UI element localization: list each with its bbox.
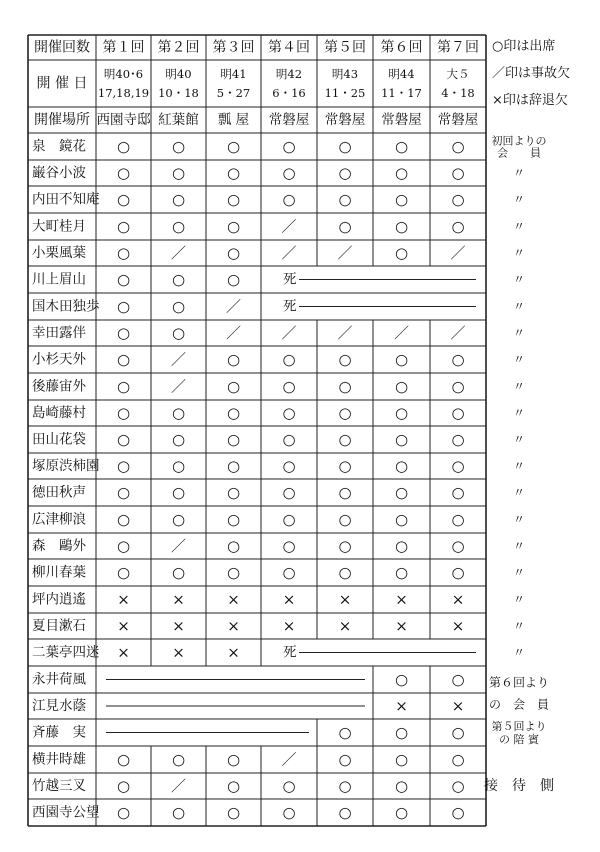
attendance-mark: ○ bbox=[282, 777, 296, 795]
attendance-mark: × bbox=[117, 617, 130, 635]
member-name: 塚原渋柿園 bbox=[32, 458, 100, 474]
attendance-mark: ○ bbox=[282, 483, 296, 502]
attendance-mark: ○ bbox=[394, 137, 409, 156]
attendance-mark: ○ bbox=[451, 777, 465, 795]
member-name: 幸田露伴 bbox=[32, 325, 86, 341]
member-name: 国木田独歩 bbox=[32, 298, 100, 315]
meeting-place: 常磐屋 bbox=[381, 112, 422, 128]
attendance-mark: ○ bbox=[394, 563, 409, 582]
attendance-mark: ／ bbox=[337, 244, 353, 262]
meeting-place: 常磐屋 bbox=[437, 112, 479, 128]
attendance-mark: ○ bbox=[226, 270, 241, 289]
ditto-mark: 〃 bbox=[512, 592, 526, 607]
member-name: 広津柳浪 bbox=[32, 511, 86, 528]
attendance-mark: ○ bbox=[226, 217, 241, 236]
attendance-mark: ○ bbox=[116, 404, 131, 422]
attendance-mark: × bbox=[395, 697, 408, 715]
attendance-mark: ／ bbox=[225, 324, 242, 342]
attendance-mark: ○ bbox=[171, 137, 186, 156]
ditto-mark: 〃 bbox=[512, 459, 526, 473]
attendance-mark: ○ bbox=[116, 244, 131, 262]
attendance-mark: ○ bbox=[226, 803, 241, 822]
ditto-mark: 〃 bbox=[512, 192, 526, 207]
attendance-mark: ／ bbox=[170, 777, 187, 795]
group-note-hosts: 接 待 側 bbox=[484, 778, 554, 794]
attendance-mark: ○ bbox=[282, 404, 296, 422]
attendance-mark: ○ bbox=[338, 803, 352, 822]
attendance-mark: ○ bbox=[282, 377, 296, 396]
attendance-mark: ○ bbox=[394, 510, 409, 529]
attendance-mark: × bbox=[282, 617, 296, 635]
attendance-mark: ○ bbox=[171, 750, 186, 769]
attendance-mark: ○ bbox=[282, 563, 296, 582]
attendance-mark: × bbox=[227, 643, 240, 662]
meeting-date-day: 5・27 bbox=[216, 86, 251, 100]
legend-declined: ×印は辞退欠 bbox=[492, 93, 568, 108]
meeting-place: 常磐屋 bbox=[324, 112, 366, 128]
attendance-mark: ／ bbox=[281, 324, 297, 342]
attendance-mark: ○ bbox=[282, 803, 296, 822]
attendance-mark: ○ bbox=[282, 457, 296, 475]
attendance-mark: ○ bbox=[116, 803, 131, 822]
attendance-mark: × bbox=[451, 697, 465, 715]
death-mark: 死 bbox=[283, 644, 297, 661]
member-name: 横井時雄 bbox=[32, 751, 86, 768]
attendance-mark: × bbox=[451, 617, 465, 635]
attendance-mark: ○ bbox=[451, 803, 465, 822]
attendance-mark: ○ bbox=[282, 190, 296, 209]
member-name: 内田不知庵 bbox=[32, 191, 100, 208]
attendance-mark: ／ bbox=[170, 537, 187, 555]
attendance-mark: ○ bbox=[116, 190, 131, 209]
attendance-mark: × bbox=[117, 643, 130, 662]
member-name: 斉藤 実 bbox=[32, 724, 86, 741]
attendance-mark: × bbox=[172, 590, 185, 609]
attendance-mark: ○ bbox=[116, 777, 131, 795]
attendance-mark: ○ bbox=[394, 750, 409, 769]
ditto-mark: 〃 bbox=[512, 219, 526, 234]
attendance-mark: ○ bbox=[451, 217, 465, 236]
attendance-mark: ○ bbox=[171, 430, 186, 449]
attendance-mark: ○ bbox=[451, 537, 465, 555]
attendance-mark: × bbox=[227, 590, 240, 609]
attendance-mark: ○ bbox=[116, 297, 131, 316]
attendance-mark: ○ bbox=[394, 350, 409, 369]
attendance-mark: ○ bbox=[116, 270, 131, 289]
attendance-mark: ○ bbox=[282, 164, 296, 182]
attendance-mark: ○ bbox=[282, 430, 296, 449]
attendance-mark: ／ bbox=[450, 324, 466, 342]
attendance-mark: ○ bbox=[226, 164, 241, 182]
attendance-mark: ○ bbox=[171, 563, 186, 582]
member-name: 泉 鏡花 bbox=[32, 138, 86, 155]
attendance-mark: ○ bbox=[338, 750, 352, 769]
attendance-mark: ○ bbox=[171, 510, 186, 529]
attendance-mark: ○ bbox=[338, 430, 352, 449]
death-mark: 死 bbox=[283, 298, 297, 315]
attendance-mark: ○ bbox=[451, 457, 465, 475]
attendance-mark: ○ bbox=[226, 404, 241, 422]
attendance-mark: ○ bbox=[116, 483, 131, 502]
attendance-mark: ○ bbox=[226, 563, 241, 582]
attendance-mark: ○ bbox=[394, 723, 409, 742]
attendance-mark: ○ bbox=[394, 190, 409, 209]
attendance-mark: ○ bbox=[226, 510, 241, 529]
attendance-mark: ○ bbox=[394, 670, 409, 689]
attendance-mark: ○ bbox=[394, 537, 409, 555]
attendance-mark: ○ bbox=[451, 670, 465, 689]
attendance-mark: ○ bbox=[451, 563, 465, 582]
attendance-mark: ○ bbox=[394, 404, 409, 422]
member-name: 森 鷗外 bbox=[32, 538, 86, 554]
attendance-mark: × bbox=[338, 590, 352, 609]
meeting-date-era: 明41 bbox=[220, 67, 247, 81]
meeting-date-day: 17,18,19 bbox=[97, 86, 150, 100]
attendance-mark: ○ bbox=[116, 324, 131, 342]
attendance-mark: ○ bbox=[171, 217, 186, 236]
meeting-number: 第１回 bbox=[102, 39, 145, 56]
member-name: 川上眉山 bbox=[32, 271, 86, 288]
attendance-mark: ○ bbox=[226, 244, 241, 262]
ditto-mark: 〃 bbox=[512, 272, 526, 287]
meeting-number: 第４回 bbox=[268, 39, 310, 56]
attendance-mark: ○ bbox=[116, 350, 131, 369]
ditto-mark: 〃 bbox=[512, 512, 526, 527]
meeting-place: 瓢 屋 bbox=[217, 112, 250, 128]
legend-absent-accident: ／印は事故欠 bbox=[492, 66, 571, 81]
member-name: 後藤宙外 bbox=[32, 378, 86, 395]
attendance-mark: ○ bbox=[116, 377, 131, 396]
member-name: 徳田秋声 bbox=[32, 484, 86, 501]
attendance-mark: ○ bbox=[116, 457, 131, 475]
attendance-mark: ／ bbox=[170, 350, 187, 369]
attendance-mark: ○ bbox=[451, 404, 465, 422]
member-name: 田山花袋 bbox=[32, 431, 86, 448]
attendance-mark: ／ bbox=[337, 324, 353, 342]
attendance-mark: ○ bbox=[171, 404, 186, 422]
ditto-mark: 〃 bbox=[512, 619, 526, 633]
attendance-mark: ○ bbox=[394, 244, 409, 262]
attendance-mark: ○ bbox=[171, 803, 186, 822]
attendance-mark: ○ bbox=[338, 137, 352, 156]
member-name: 小杉天外 bbox=[32, 351, 86, 368]
group-note-line: 第６回より bbox=[488, 675, 550, 690]
member-name: 島崎藤村 bbox=[32, 405, 86, 421]
meeting-date-day: 6・16 bbox=[272, 86, 306, 100]
attendance-mark: ○ bbox=[116, 563, 131, 582]
attendance-mark: ○ bbox=[338, 510, 352, 529]
attendance-mark: ○ bbox=[338, 377, 352, 396]
ditto-mark: 〃 bbox=[512, 379, 526, 394]
meeting-date-day: 11・17 bbox=[381, 86, 422, 100]
attendance-mark: ○ bbox=[394, 457, 409, 475]
attendance-mark: ○ bbox=[338, 350, 352, 369]
attendance-mark: ○ bbox=[226, 457, 241, 475]
meeting-place: 常磐屋 bbox=[268, 112, 310, 128]
attendance-mark: ○ bbox=[451, 483, 465, 502]
attendance-mark: × bbox=[172, 643, 185, 662]
attendance-mark: ○ bbox=[171, 483, 186, 502]
attendance-mark: ○ bbox=[116, 430, 131, 449]
attendance-mark: ○ bbox=[338, 217, 352, 236]
ditto-mark: 〃 bbox=[512, 565, 526, 580]
death-mark: 死 bbox=[283, 271, 297, 288]
attendance-mark: ○ bbox=[226, 537, 241, 555]
member-name: 二葉亭四迷 bbox=[32, 644, 100, 661]
attendance-mark: ○ bbox=[338, 723, 352, 742]
attendance-mark: × bbox=[172, 617, 185, 635]
meeting-number: 第２回 bbox=[157, 39, 200, 56]
attendance-mark: ○ bbox=[116, 750, 131, 769]
attendance-mark: ○ bbox=[171, 190, 186, 209]
member-name: 西園寺公望 bbox=[32, 804, 100, 821]
meeting-date-day: 4・18 bbox=[441, 86, 475, 100]
ditto-mark: 〃 bbox=[512, 485, 526, 500]
meeting-date-day: 10・18 bbox=[158, 86, 199, 100]
attendance-mark: ○ bbox=[338, 483, 352, 502]
member-name: 永井荷風 bbox=[32, 671, 86, 688]
attendance-mark: × bbox=[117, 590, 130, 609]
legend-attend: ○印は出席 bbox=[492, 39, 556, 54]
group-note-line: の 陪 賓 bbox=[499, 733, 539, 746]
attendance-mark: ○ bbox=[338, 563, 352, 582]
attendance-mark: ○ bbox=[338, 537, 352, 555]
attendance-mark: ／ bbox=[225, 297, 242, 316]
meeting-number: 第７回 bbox=[437, 39, 479, 56]
meeting-date-era: 明43 bbox=[331, 67, 359, 81]
member-note-line: 会 員 bbox=[497, 146, 541, 160]
group-note-line: の 会 員 bbox=[488, 697, 550, 712]
member-name: 巌谷小波 bbox=[32, 165, 86, 181]
member-name: 江見水蔭 bbox=[32, 698, 86, 714]
header-dates-label: 開 催 日 bbox=[36, 75, 88, 92]
ditto-mark: 〃 bbox=[512, 166, 526, 180]
attendance-mark: × bbox=[227, 617, 240, 635]
attendance-mark: ○ bbox=[394, 430, 409, 449]
attendance-mark: × bbox=[451, 590, 465, 609]
attendance-mark: ○ bbox=[451, 137, 465, 156]
meeting-number: 第６回 bbox=[380, 39, 423, 56]
member-note-line: 初回よりの bbox=[491, 134, 547, 148]
attendance-mark: ○ bbox=[394, 164, 409, 182]
attendance-mark: ○ bbox=[451, 164, 465, 182]
attendance-mark: ○ bbox=[116, 164, 131, 182]
attendance-mark: ／ bbox=[281, 217, 297, 236]
ditto-mark: 〃 bbox=[512, 326, 526, 340]
attendance-mark: ○ bbox=[338, 190, 352, 209]
attendance-mark: ／ bbox=[281, 750, 297, 769]
attendance-mark: ○ bbox=[394, 803, 409, 822]
attendance-mark: × bbox=[395, 617, 408, 635]
attendance-mark: ○ bbox=[338, 404, 352, 422]
attendance-mark: ○ bbox=[338, 777, 352, 795]
attendance-mark: ○ bbox=[282, 137, 296, 156]
meeting-number: 第３回 bbox=[212, 39, 255, 56]
attendance-mark: ○ bbox=[394, 483, 409, 502]
member-name: 柳川春葉 bbox=[32, 564, 86, 581]
attendance-mark: ○ bbox=[226, 137, 241, 156]
attendance-mark: ○ bbox=[451, 510, 465, 529]
header-places-label: 開催場所 bbox=[34, 112, 90, 128]
attendance-mark: × bbox=[395, 590, 408, 609]
attendance-mark: ○ bbox=[171, 164, 186, 182]
attendance-mark: ○ bbox=[226, 377, 241, 396]
ditto-mark: 〃 bbox=[512, 432, 526, 447]
attendance-mark: ○ bbox=[451, 723, 465, 742]
attendance-mark: ○ bbox=[226, 483, 241, 502]
attendance-mark: ○ bbox=[226, 777, 241, 795]
attendance-mark: ○ bbox=[394, 217, 409, 236]
attendance-mark: ○ bbox=[282, 510, 296, 529]
attendance-mark: ○ bbox=[338, 164, 352, 182]
attendance-mark: ○ bbox=[171, 457, 186, 475]
attendance-mark: ○ bbox=[451, 190, 465, 209]
meeting-place: 紅葉館 bbox=[158, 112, 199, 128]
attendance-mark: ○ bbox=[451, 430, 465, 449]
ditto-mark: 〃 bbox=[512, 246, 526, 260]
attendance-mark: ○ bbox=[282, 537, 296, 555]
attendance-mark: ○ bbox=[226, 750, 241, 769]
attendance-mark: ○ bbox=[171, 324, 186, 342]
attendance-mark: ○ bbox=[171, 297, 186, 316]
meeting-place: 西園寺邸 bbox=[96, 112, 151, 128]
attendance-mark: ○ bbox=[116, 510, 131, 529]
ditto-mark: 〃 bbox=[512, 406, 526, 420]
attendance-mark: × bbox=[338, 617, 352, 635]
attendance-mark: ○ bbox=[338, 457, 352, 475]
attendance-mark: × bbox=[282, 590, 296, 609]
attendance-mark: ○ bbox=[451, 750, 465, 769]
meeting-date-day: 11・25 bbox=[324, 86, 366, 100]
member-name: 大町桂月 bbox=[32, 218, 86, 235]
member-name: 竹越三叉 bbox=[32, 778, 86, 794]
attendance-mark: ○ bbox=[394, 377, 409, 396]
meeting-date-era: 明40･6 bbox=[103, 67, 144, 81]
member-name: 夏目漱石 bbox=[32, 618, 86, 634]
attendance-mark: ○ bbox=[451, 350, 465, 369]
ditto-mark: 〃 bbox=[512, 352, 526, 367]
ditto-mark: 〃 bbox=[512, 539, 526, 553]
attendance-mark: ○ bbox=[226, 430, 241, 449]
meeting-date-era: 大５ bbox=[446, 67, 470, 81]
attendance-mark: ／ bbox=[281, 244, 297, 262]
meeting-number: 第５回 bbox=[324, 39, 366, 56]
attendance-mark: ○ bbox=[171, 270, 186, 289]
attendance-mark: ○ bbox=[282, 350, 296, 369]
attendance-mark: ○ bbox=[451, 377, 465, 396]
attendance-mark: ○ bbox=[226, 350, 241, 369]
ditto-mark: 〃 bbox=[512, 645, 526, 660]
attendance-mark: ／ bbox=[170, 244, 187, 262]
ditto-mark: 〃 bbox=[512, 299, 526, 314]
member-name: 小栗風葉 bbox=[32, 245, 86, 261]
group-note-line: 第５回より bbox=[491, 720, 547, 733]
attendance-mark: ／ bbox=[450, 244, 466, 262]
attendance-mark: ／ bbox=[393, 324, 410, 342]
attendance-mark: ○ bbox=[116, 217, 131, 236]
meeting-date-era: 明40 bbox=[165, 67, 192, 81]
header-meetings-label: 開催回数 bbox=[34, 39, 90, 56]
attendance-mark: ／ bbox=[170, 377, 187, 396]
attendance-mark: ○ bbox=[116, 137, 131, 156]
meeting-date-era: 明42 bbox=[275, 67, 303, 81]
attendance-mark: ○ bbox=[116, 537, 131, 555]
attendance-mark: ○ bbox=[394, 777, 409, 795]
meeting-date-era: 明44 bbox=[388, 67, 415, 81]
attendance-mark: ○ bbox=[226, 190, 241, 209]
member-name: 坪内逍遙 bbox=[32, 591, 86, 608]
